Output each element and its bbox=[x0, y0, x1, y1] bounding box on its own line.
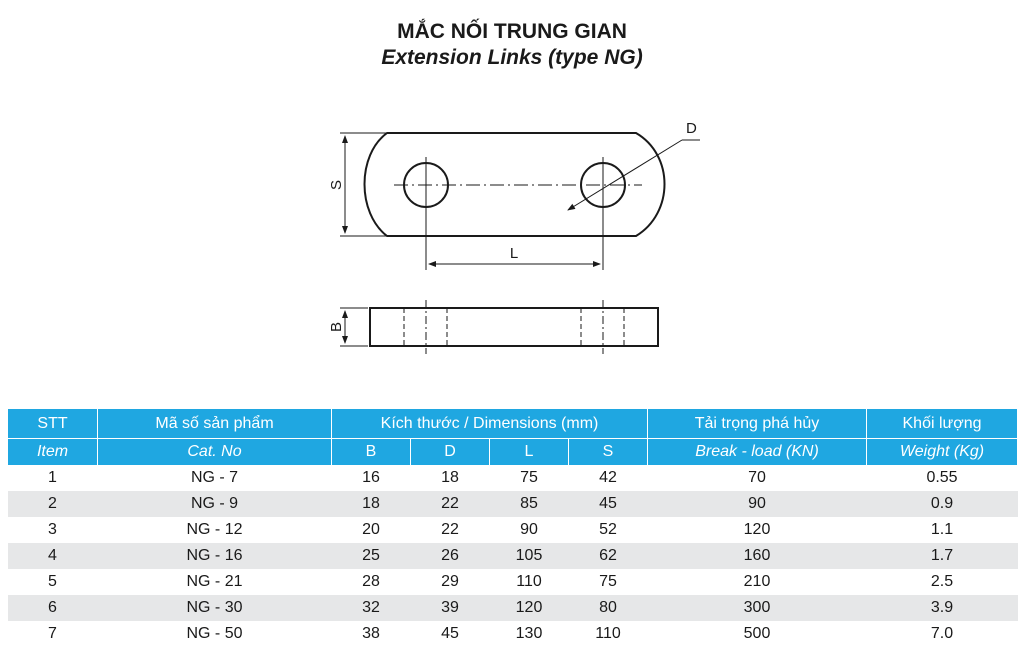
label-b: B bbox=[328, 321, 345, 333]
cell-load: 210 bbox=[743, 573, 771, 590]
cell-d: 18 bbox=[441, 469, 459, 486]
side-plate-outline bbox=[370, 308, 658, 346]
top-view bbox=[340, 133, 700, 270]
cell-cat: NG - 9 bbox=[98, 491, 332, 517]
cell-b: 18 bbox=[332, 491, 411, 517]
label-s: S bbox=[328, 179, 345, 191]
cell-l: 90 bbox=[520, 521, 538, 538]
label-l: L bbox=[509, 245, 519, 262]
cell-s: 52 bbox=[599, 521, 617, 538]
cell-cat: NG - 50 bbox=[186, 625, 243, 642]
cell-weight: 7.0 bbox=[930, 625, 954, 642]
cell-s: 62 bbox=[569, 543, 648, 569]
cell-cat: NG - 21 bbox=[186, 573, 243, 590]
cell-l: 75 bbox=[520, 469, 538, 486]
table-row bbox=[8, 621, 1018, 647]
cell-s: 110 bbox=[595, 625, 621, 642]
table-row bbox=[8, 517, 1018, 543]
header-dim-vn: Kích thước / bbox=[380, 414, 469, 432]
cell-b: 25 bbox=[332, 543, 411, 569]
header-b: B bbox=[332, 439, 411, 466]
cell-l: 105 bbox=[490, 543, 569, 569]
cell-d: 39 bbox=[411, 595, 490, 621]
cell-stt: 7 bbox=[48, 625, 57, 642]
cell-stt: 6 bbox=[8, 595, 98, 621]
cell-stt: 3 bbox=[48, 521, 57, 538]
page-title: MẮC NỐI TRUNG GIAN bbox=[397, 20, 627, 43]
cell-weight: 0.9 bbox=[867, 491, 1018, 517]
header-l: L bbox=[490, 439, 569, 466]
cell-stt: 1 bbox=[48, 469, 57, 486]
cell-l: 85 bbox=[490, 491, 569, 517]
cell-weight: 0.55 bbox=[926, 469, 958, 486]
cell-d: 26 bbox=[411, 543, 490, 569]
cell-weight: 2.5 bbox=[930, 573, 954, 590]
cell-s: 75 bbox=[599, 573, 617, 590]
cell-s: 80 bbox=[569, 595, 648, 621]
cell-s: 42 bbox=[599, 469, 617, 486]
cell-weight: 1.1 bbox=[930, 521, 954, 538]
header-stt: STT bbox=[8, 409, 98, 439]
cell-load: 160 bbox=[648, 543, 867, 569]
cell-l: 130 bbox=[515, 625, 543, 642]
header-cat: Mã số sản phẩm bbox=[98, 409, 332, 439]
cell-b: 20 bbox=[362, 521, 380, 538]
cell-cat: NG - 30 bbox=[98, 595, 332, 621]
cell-weight: 3.9 bbox=[867, 595, 1018, 621]
cell-s: 45 bbox=[569, 491, 648, 517]
cell-l: 110 bbox=[516, 573, 542, 590]
cell-d: 22 bbox=[411, 491, 490, 517]
cell-cat: NG - 16 bbox=[98, 543, 332, 569]
table-row bbox=[8, 595, 1018, 621]
d-leader-line bbox=[568, 140, 682, 210]
cell-b: 38 bbox=[362, 625, 380, 642]
header-s: S bbox=[569, 439, 648, 466]
header-d: D bbox=[411, 439, 490, 466]
cell-l: 120 bbox=[490, 595, 569, 621]
header-item: Item bbox=[8, 439, 98, 466]
cell-b: 16 bbox=[362, 469, 380, 486]
spec-table bbox=[7, 409, 1018, 647]
cell-load: 500 bbox=[743, 625, 771, 642]
cell-d: 29 bbox=[441, 573, 459, 590]
cell-b: 32 bbox=[332, 595, 411, 621]
cell-d: 45 bbox=[441, 625, 459, 642]
header-break-load: Break - load (KN) bbox=[648, 439, 867, 466]
cell-d: 22 bbox=[441, 521, 459, 538]
cell-load: 90 bbox=[648, 491, 867, 517]
label-d: D bbox=[686, 120, 697, 137]
table-row bbox=[8, 569, 1018, 595]
header-load: Tải trọng phá hủy bbox=[648, 409, 867, 439]
page-subtitle: Extension Links (type NG) bbox=[381, 46, 643, 69]
cell-cat: NG - 7 bbox=[190, 469, 239, 486]
cell-stt: 2 bbox=[8, 491, 98, 517]
header-weight: Khối lượng bbox=[867, 409, 1018, 439]
side-view bbox=[340, 300, 658, 354]
cell-cat: NG - 12 bbox=[186, 521, 243, 538]
cell-load: 300 bbox=[648, 595, 867, 621]
table-row bbox=[8, 543, 1018, 569]
header-cat-no: Cat. No bbox=[98, 439, 332, 466]
cell-load: 70 bbox=[748, 469, 766, 486]
table-row bbox=[8, 491, 1018, 517]
header-weight-kg: Weight (Kg) bbox=[867, 439, 1018, 466]
cell-b: 28 bbox=[362, 573, 380, 590]
cell-weight: 1.7 bbox=[867, 543, 1018, 569]
table-row bbox=[8, 465, 1018, 491]
cell-load: 120 bbox=[743, 521, 771, 538]
cell-stt: 4 bbox=[8, 543, 98, 569]
header-dimensions bbox=[332, 409, 648, 439]
header-dim-en: Dimensions (mm) bbox=[473, 414, 599, 432]
cell-stt: 5 bbox=[48, 573, 57, 590]
